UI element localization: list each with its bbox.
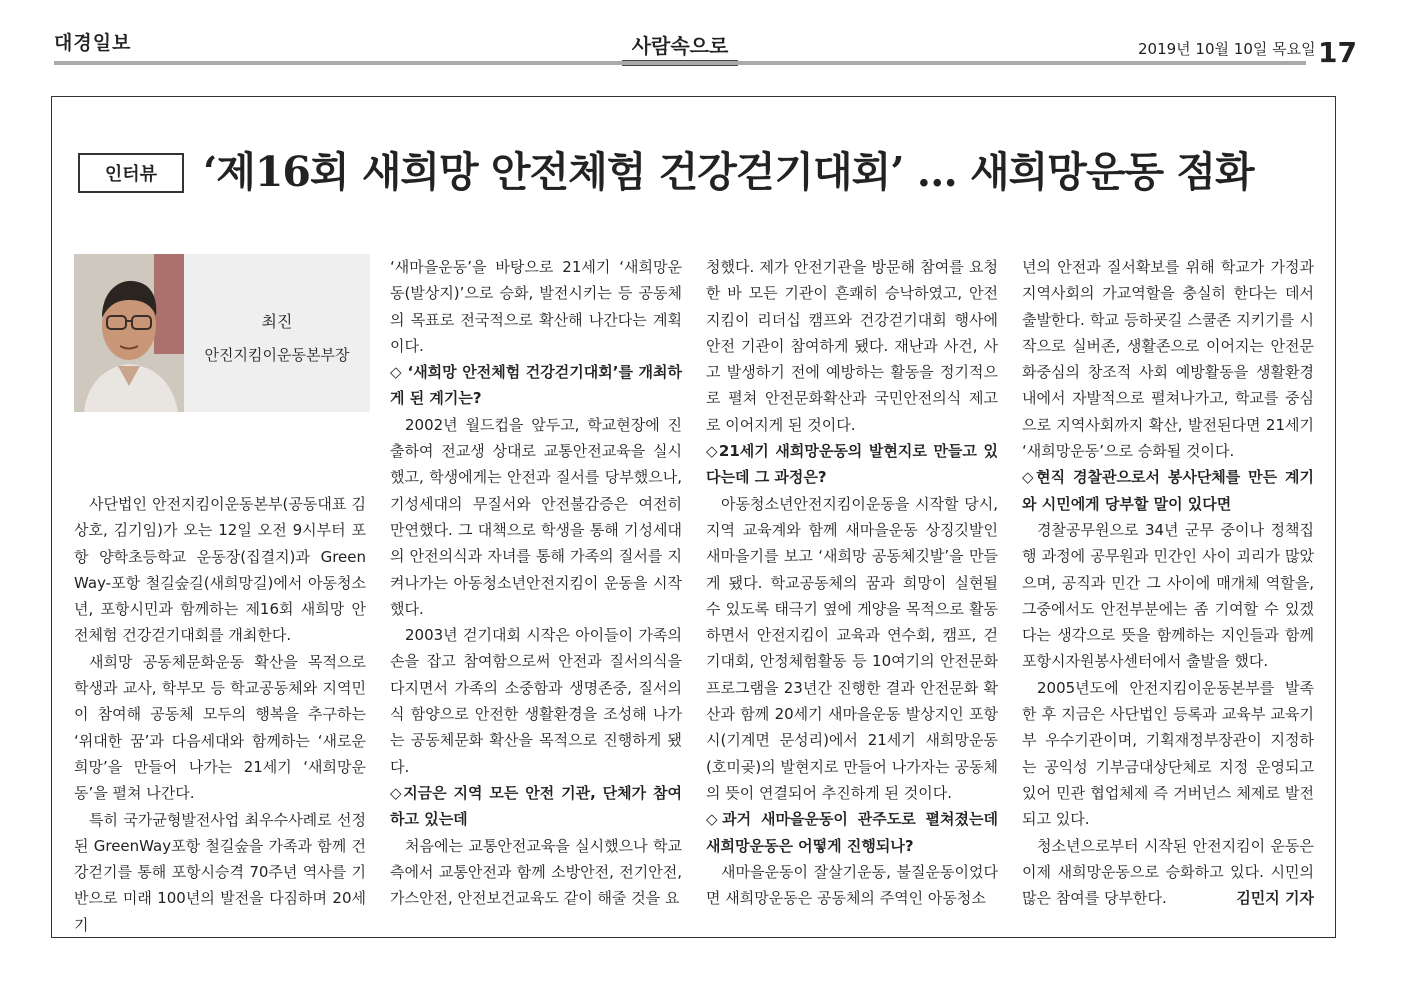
- profile-box: [184, 254, 370, 412]
- headline: ‘제16회 새희망 안전체험 건강걷기대회’ … 새희망운동 점화: [203, 148, 1254, 196]
- paragraph: [1022, 833, 1314, 912]
- paragraph: 2003년 걷기대회 시작은 아이들이 가족의 손을 잡고 참여함으로써 안전과 질서의식을 다지면서 가족의 소중함과 생명존중, 질서의식 함양으로 안전한 생활환경을 조성해 나가는 공동체문화 확산을 목적으로 진행하게 됐다.: [390, 626, 682, 776]
- question: ◇지금은 지역 모든 안전 기관, 단체가 참여하고 있는데: [390, 783, 682, 829]
- article-tag: 인터뷰: [78, 153, 184, 193]
- column-3: [706, 254, 998, 911]
- portrait-photo: [74, 254, 184, 412]
- question: ◇현직 경찰관으로서 봉사단체를 만든 계기와 시민에게 당부할 말이 있다면: [1022, 468, 1314, 513]
- paragraph: 사단법인 안전지킴이운동본부(공동대표 김상호, 김기임)가 오는 12일 오전 9시부터 포항 양학초등학교 운동장(집결지)과 Green Way-포항 철길숲길(새희망길)에서 아동청소년, 포항시민과 함께하는 제16회 새희망 안전체험 건강걷기대회를 개최한다.: [74, 495, 366, 645]
- header-rule: [54, 61, 1306, 65]
- closing-text: 청소년으로부터 시작된 안전지킴이 운동은 이제 새희망운동으로 승화하고 있다. 시민의 많은 참여를 당부한다.: [1022, 836, 1314, 908]
- paragraph: 2002년 월드컵을 앞두고, 학교현장에 진출하여 전교생 상대로 교통안전교육을 실시했고, 학생에게는 안전과 질서를 당부했으나, 기성세대의 무질서와 안전불감증은 여전히 만연했다. 그 대책으로 학생을 통해 기성세대의 안전의식과 자녀를 통해 가족의 질서를 지켜나가는 아동청소년안전지킴이 운동을 시작했다.: [390, 415, 682, 618]
- issue-date: 2019년 10월 10일 목요일: [1138, 40, 1316, 58]
- paragraph: 2005년도에 안전지킴이운동본부를 발족한 후 지금은 사단법인 등록과 교육부 교육기부 우수기관이며, 기획재정부장관이 지정하는 공익성 기부금대상단체로 지정 운영되고 있어 민관 협업체제 즉 거버넌스 체제로 발전되고 있다.: [1022, 678, 1314, 829]
- page-number: 17: [1318, 36, 1357, 69]
- paragraph: ‘새마을운동’을 바탕으로 21세기 ‘새희망운동(발상지)’으로 승화, 발전시키는 등 공동체의 목표로 전국적으로 확산해 나간다는 계획이다.: [390, 258, 682, 355]
- interviewee-name: 최진: [261, 312, 293, 331]
- byline: 김민지 기자: [1236, 889, 1314, 908]
- question: ◇ ‘새희망 안전체험 건강걷기대회’를 개최하게 된 계기는?: [390, 363, 682, 408]
- column-4: [1022, 254, 1314, 911]
- paragraph: 새희망 공동체문화운동 확산을 목적으로 학생과 교사, 학부모 등 학교공동체와 지역민이 참여해 공동체 모두의 행복을 추구하는 ‘위대한 꿈’과 다음세대와 함께하는 ‘새로운 희망’을 만들어 나가는 21세기 ‘새희망운동’을 펼쳐 나간다.: [74, 652, 366, 803]
- paragraph: 처음에는 교통안전교육을 실시했으나 학교측에서 교통안전과 함께 소방안전, 전기안전, 가스안전, 안전보건교육도 같이 해줄 것을 요: [390, 836, 682, 908]
- column-2: [390, 254, 682, 911]
- section-title: 사람속으로: [631, 34, 729, 58]
- paragraph: 특히 국가균형발전사업 최우수사례로 선정된 GreenWay포항 철길숲을 가족과 함께 건강걷기를 통해 포항시승격 70주년 역사를 기반으로 미래 100년의 발전을 다짐하며 20세기: [74, 810, 366, 934]
- paragraph: 경찰공무원으로 34년 군무 중이나 정책집행 과정에 공무원과 민간인 사이 괴리가 많았으며, 공직과 민간 그 사이에 매개체 역할을, 그중에서도 안전부분에는 좀 기여할 수 있겠다는 생각으로 뜻을 함께하는 지인들과 함께 포항시자원봉사센터에서 출발을 했다.: [1022, 520, 1314, 671]
- column-1: [74, 491, 366, 938]
- masthead: 대경일보: [54, 32, 132, 54]
- question: ◇21세기 새희망운동의 발현지로 만들고 있다는데 그 과정은?: [706, 442, 998, 487]
- paragraph: 청했다. 제가 안전기관을 방문해 참여를 요청한 바 모든 기관이 흔쾌히 승낙하였고, 안전지킴이 리더십 캠프와 건강걷기대회 행사에 안전 기관이 참여하게 됐다. 재난과 사건, 사고 발생하기 전에 예방하는 활동을 정기적으로 펼쳐 안전문화확산과 국민안전의식 제고로 이어지게 된 것이다.: [706, 258, 998, 434]
- paragraph: 새마을운동이 잘살기운동, 불질운동이었다면 새희망운동은 공동체의 주역인 아동청소: [706, 862, 998, 908]
- paragraph: 년의 안전과 질서확보를 위해 학교가 가정과 지역사회의 가교역할을 충실히 한다는 데서 출발한다. 학교 등하굣길 스쿨존 지키기를 시작으로 실버존, 생활존으로 이어지는 안전문화중심의 창조적 사회 예방활동을 생활환경 내에서 자발적으로 펼쳐나가고, 학교를 중심으로 지역사회까지 확산, 발전된다면 21세기 ‘새희망운동’으로 승화될 것이다.: [1022, 258, 1314, 461]
- paragraph: 아동청소년안전지킴이운동을 시작할 당시, 지역 교육계와 함께 새마을운동 상징깃발인 새마을기를 보고 ‘새희망 공동체깃발’을 만들게 됐다. 학교공동체의 꿈과 희망이 실현될 수 있도록 태극기 옆에 게양을 목적으로 활동하면서 안전지킴이 교육과 연수회, 캠프, 걷기대회, 안정체험활동 등 10여기의 안전문화 프로그램을 23년간 진행한 결과 안전문화 확산과 함께 20세기 새마을운동 발상지인 포항시(기계면 문성리)에서 21세기 새희망운동(호미곶)의 발현지로 만들어 나가자는 공동체의 뜻이 연결되어 추진하게 된 것이다.: [706, 494, 998, 802]
- question: ◇과거 새마을운동이 관주도로 펼쳐졌는데 새희망운동은 어떻게 진행되나?: [706, 810, 998, 855]
- interviewee-title: 안진지킴이운동본부장: [204, 346, 350, 364]
